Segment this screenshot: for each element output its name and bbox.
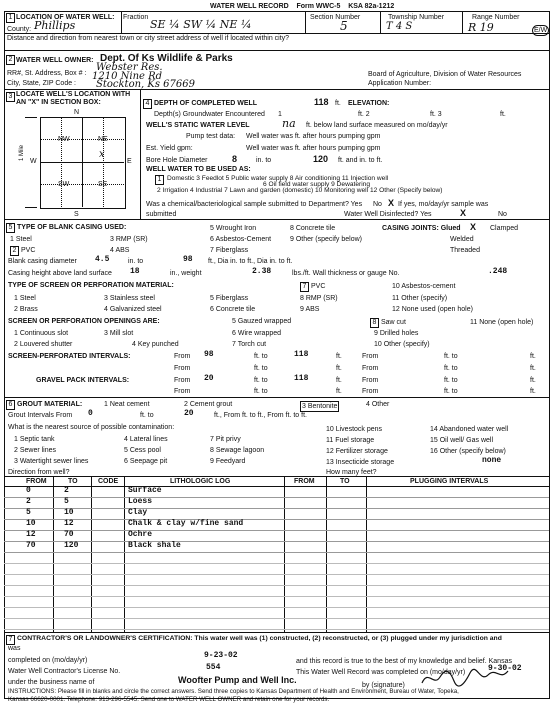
license-value: 554 <box>206 663 221 672</box>
gp-to4: ft. to <box>444 388 458 395</box>
spi-to2: ft. to <box>444 353 458 360</box>
log-to: 2 <box>64 486 69 495</box>
spi-from3: From <box>174 365 191 372</box>
log-from: 70 <box>26 541 36 550</box>
certification-text: CONTRACTOR'S OR LANDOWNER'S CERTIFICATION: This water well was (1) constructed, (2) reconstructed, or (3) plugged under my jurisdiction and <box>17 635 502 642</box>
static-value: na <box>282 117 296 130</box>
owner-value: Dept. Of Ks Wildlife & Parks <box>100 53 233 64</box>
bore-to: in. to <box>256 157 272 164</box>
weight-value: 2.38 <box>252 267 272 276</box>
spi-from4: From <box>362 365 379 372</box>
open-none: 11 None (open hole) <box>470 319 534 326</box>
section-7-number: 7 <box>6 635 15 645</box>
casing-abs: 4 ABS <box>110 247 130 254</box>
gp-from4: From <box>362 388 379 395</box>
application-label: Application Number: <box>368 80 432 87</box>
log-header-lithologic: LITHOLOGIC LOG <box>170 478 231 485</box>
joints-welded: Welded <box>450 236 474 243</box>
use-label: WELL WATER TO BE USED AS: <box>146 166 251 173</box>
casing-pvc: PVC <box>21 247 36 254</box>
east-west-circle: E/W <box>534 27 548 34</box>
chem-label: Was a chemical/bacteriological sample submitted to Department? Yes <box>146 201 363 208</box>
south-label: S <box>74 211 79 218</box>
grout-to-label: ft. to <box>140 412 154 419</box>
height-value: 18 <box>130 267 140 276</box>
contam-1: 1 Septic tank <box>14 436 55 443</box>
spi-ft: ft. <box>336 353 342 360</box>
section-2-label: WATER WELL OWNER: <box>16 57 94 64</box>
disinfected-label: Water Well Disinfected? Yes <box>344 211 432 218</box>
contam-7: 7 Pit privy <box>210 436 241 443</box>
gp-from2: From <box>362 377 379 384</box>
gp-ft3: ft. <box>336 388 342 395</box>
log-to: 5 <box>64 497 69 506</box>
section-4-number: 4 <box>143 99 152 109</box>
log-to: 120 <box>64 541 79 550</box>
contam-15: 15 Oil well/ Gas well <box>430 437 494 444</box>
depth-label: DEPTH OF COMPLETED WELL <box>154 100 258 107</box>
contam-11: 11 Fuel storage <box>326 437 375 444</box>
ne-label: NE <box>98 136 108 143</box>
log-from: 0 <box>26 486 31 495</box>
log-lithology: Loess <box>128 497 153 506</box>
spi-ft4: ft. <box>530 365 536 372</box>
chem-rest: If yes, mo/day/yr sample was <box>398 201 489 208</box>
gp-from: 20 <box>204 374 214 383</box>
grout-other: 4 Other <box>366 401 390 408</box>
log-lithology: Chalk & clay w/fine sand <box>128 519 244 528</box>
screen-pvc: PVC <box>311 283 326 290</box>
log-from: 5 <box>26 508 31 517</box>
casing-asbestos: 6 Asbestos-Cement <box>210 236 272 243</box>
spi-from-label: From <box>174 353 191 360</box>
gp-ft4: ft. <box>530 388 536 395</box>
section-3-number: 3 <box>6 92 15 102</box>
disinfected-no: No <box>498 211 507 218</box>
fraction-value: SE ¼ SW ¼ NE ¼ <box>150 18 252 31</box>
spi-to3: ft. to <box>254 365 268 372</box>
spi-from: 98 <box>204 350 214 359</box>
gravel-label: GRAVEL PACK INTERVALS: <box>36 377 130 384</box>
section-number-value: 5 <box>340 19 348 33</box>
screen-brass: 2 Brass <box>14 306 38 313</box>
screen-concrete: 6 Concrete tile <box>210 306 256 313</box>
open-sawcut: Saw cut <box>381 319 406 326</box>
spi-to4: ft. to <box>444 365 458 372</box>
county-value: Phillips <box>34 19 76 32</box>
gp-from3: From <box>174 388 191 395</box>
casing-joints: CASING JOINTS: Glued <box>382 225 461 232</box>
business-name: Woofter Pump and Well Inc. <box>178 675 297 685</box>
spi-label: SCREEN-PERFORATED INTERVALS: <box>8 353 131 360</box>
address-label: RR#, St. Address, Box # : <box>7 70 87 77</box>
contam-13: 13 Insecticide storage <box>326 459 395 466</box>
screen-other: 11 Other (specify) <box>392 295 448 302</box>
gp-to2: ft. to <box>444 377 458 384</box>
by-signature-label: by (signature) <box>362 682 405 689</box>
diameter-label: Blank casing diameter <box>8 258 77 265</box>
static-label: WELL'S STATIC WATER LEVEL <box>146 122 250 129</box>
gw-2: ft. 2 <box>358 111 370 118</box>
log-to: 12 <box>64 519 74 528</box>
west-label: W <box>30 158 37 165</box>
form-title: WATER WELL RECORD Form WWC-5 KSA 82a-1212 <box>210 3 395 10</box>
log-lithology: Ochre <box>128 530 153 539</box>
log-header-from: FROM <box>26 478 47 485</box>
license-label: Water Well Contractor's License No. <box>8 668 121 675</box>
city-value: Stockton, Ks 67669 <box>96 79 195 90</box>
casing-steel: 1 Steel <box>10 236 32 243</box>
instructions-2: Kansas 66620-0001. Telephone: 913-296-5545. Send one to WATER WELL OWNER and retain one for your records. <box>8 696 330 703</box>
bore-rest: ft. and in. to ft. <box>338 157 383 164</box>
open-wire: 6 Wire wrapped <box>232 330 282 337</box>
spi-ft2: ft. <box>530 353 536 360</box>
log-header-code: CODE <box>98 478 119 485</box>
submitted-label: submitted <box>146 211 177 218</box>
depth-value: 118 <box>314 97 329 107</box>
open-selected: 8 <box>370 318 379 328</box>
joints-clamped: Clamped <box>490 225 519 232</box>
wall-value: .248 <box>488 267 508 276</box>
static-rest: ft. below land surface measured on mo/day/yr <box>306 122 448 129</box>
gp-ft: ft. <box>336 377 342 384</box>
section-2-number: 2 <box>6 55 15 65</box>
use-selected: 1 <box>155 175 164 185</box>
spi-from2: From <box>362 353 379 360</box>
record-date: 9-30-02 <box>488 664 522 673</box>
use-options-3: 6 Oil field water supply 9 Dewatering <box>263 181 371 188</box>
screen-rmp: 8 RMP (SR) <box>300 295 338 302</box>
joints-threaded: Threaded <box>450 247 480 254</box>
chem-x: X <box>388 198 395 208</box>
screen-abs: 9 ABS <box>300 306 320 313</box>
spi-to-label: ft. to <box>254 353 268 360</box>
gp-to3: ft. to <box>254 388 268 395</box>
log-header-from2: FROM <box>294 478 315 485</box>
spi-ft3: ft. <box>336 365 342 372</box>
weight-label: in., weight <box>170 270 202 277</box>
open-drilled: 9 Drilled holes <box>374 330 419 337</box>
contam-10: 10 Livestock pens <box>326 426 383 433</box>
weight-unit: lbs./ft. Wall thickness or gauge No. <box>292 270 400 277</box>
pump-rest: Well water was ft. after hours pumping gpm <box>246 133 381 140</box>
screen-galvanized: 4 Galvanized steel <box>104 306 162 313</box>
open-continuous: 1 Continuous slot <box>14 330 69 337</box>
casing-concrete: 8 Concrete tile <box>290 225 336 232</box>
contam-12: 12 Fertilizer storage <box>326 448 388 455</box>
contam-9: 9 Feedyard <box>210 458 246 465</box>
grout-rest: ft., From ft. to ft., From ft. to ft. <box>214 412 307 419</box>
gp-to: 118 <box>294 374 309 383</box>
screen-steel: 1 Steel <box>14 295 36 302</box>
was-label: was <box>8 645 21 652</box>
casing-fiberglass: 7 Fiberglass <box>210 247 249 254</box>
contam-2: 2 Sewer lines <box>14 447 57 454</box>
address-line-2: 1210 Nine Rd <box>92 71 163 82</box>
use-options-1: Domestic 3 Feedlot 5 Public water supply 8 Air conditioning 11 Injection well <box>167 175 389 182</box>
grout-label: GROUT MATERIAL: <box>17 401 83 408</box>
township-value: T 4 S <box>386 21 413 32</box>
section-1-label: LOCATION OF WATER WELL: <box>16 14 115 21</box>
bore-value: 8 <box>232 154 238 164</box>
log-to: 70 <box>64 530 74 539</box>
section-3-label-2: AN "X" IN SECTION BOX: <box>16 99 101 106</box>
township-label: Township Number <box>388 14 445 21</box>
casing-label: TYPE OF BLANK CASING USED: <box>17 224 127 231</box>
open-torch: 7 Torch cut <box>232 341 267 348</box>
log-from: 10 <box>26 519 36 528</box>
log-header-to2: TO <box>340 478 350 485</box>
screen-selected: 7 <box>300 282 309 292</box>
city-label: City, State, ZIP Code : <box>7 80 76 87</box>
log-from: 2 <box>26 497 31 506</box>
gw-3: ft. 3 <box>430 111 442 118</box>
grout-from: 0 <box>88 409 93 418</box>
grout-to: 20 <box>184 409 194 418</box>
north-label: N <box>74 109 80 116</box>
open-louvered: 2 Louvered shutter <box>14 341 73 348</box>
disinfected-x: X <box>460 208 467 218</box>
section-5-number: 5 <box>6 223 15 233</box>
log-to: 10 <box>64 508 74 517</box>
elevation-label: ELEVATION: <box>348 100 390 107</box>
section-number-label: Section Number <box>310 14 361 21</box>
east-label: E <box>127 158 132 165</box>
screen-fiberglass: 5 Fiberglass <box>210 295 249 302</box>
contam-4: 4 Lateral lines <box>124 436 168 443</box>
log-from: 12 <box>26 530 36 539</box>
log-lithology: Black shale <box>128 541 181 550</box>
completed-label: completed on (mo/day/yr) <box>8 657 88 664</box>
grout-bentonite: 3 Bentonite <box>302 403 338 410</box>
open-gauzed: 5 Gauzed wrapped <box>232 318 292 325</box>
joints-x: X <box>470 222 477 232</box>
gp-to-label: ft. to <box>254 377 268 384</box>
gp-from-label: From <box>174 377 191 384</box>
diameter-value: 4.5 <box>95 255 110 264</box>
casing-other: 9 Other (specify below) <box>290 236 362 243</box>
completed-rest: and this record is true to the best of my knowledge and belief. Kansas <box>296 658 512 665</box>
section-3-label-1: LOCATE WELL'S LOCATION WITH <box>16 91 131 98</box>
county-label: County: <box>7 26 32 33</box>
se-label: SE <box>98 181 108 188</box>
mile-label: 1 Mile <box>19 144 26 162</box>
contam-none: none <box>482 456 502 465</box>
contam-8: 8 Sewage lagoon <box>210 447 265 454</box>
instructions-1: INSTRUCTIONS: Please fill in blanks and circle the correct answers. Send three copies to Kansas Department of Health and Environment, Bureau of Water, Topeka, <box>8 688 459 695</box>
contam-label: What is the nearest source of possible contamination: <box>8 424 175 431</box>
yield-rest: Well water was ft. after hours pumping gpm <box>246 145 381 152</box>
bore-depth: 120 <box>313 154 329 164</box>
range-label: Range Number <box>472 14 520 21</box>
well-location-mark: x <box>99 149 105 160</box>
openings-label: SCREEN OR PERFORATION OPENINGS ARE: <box>8 318 160 325</box>
diameter-to: in. to <box>128 258 144 265</box>
log-header-plugging: PLUGGING INTERVALS <box>410 478 489 485</box>
casing-rmp: 3 RMP (SR) <box>110 236 148 243</box>
bore-label: Bore Hole Diameter <box>146 157 208 164</box>
depth-unit: ft. <box>335 100 341 107</box>
open-key: 4 Key punched <box>132 341 179 348</box>
grout-cement: 2 Cement grout <box>184 401 233 408</box>
section-1-number: 1 <box>6 13 15 23</box>
business-label: under the business name of <box>8 679 95 686</box>
gw-1: 1 <box>278 111 282 118</box>
open-other: 10 Other (specify) <box>374 341 430 348</box>
screen-none: 12 None used (open hole) <box>392 306 473 313</box>
log-lithology: Surface <box>128 486 162 495</box>
log-lithology: Clay <box>128 508 148 517</box>
distance-label: Distance and direction from nearest town or city street address of well if located within city? <box>7 35 290 42</box>
casing-wrought: 5 Wrought Iron <box>210 225 257 232</box>
contam-6: 6 Seepage pit <box>124 458 168 465</box>
gw-4: ft. <box>500 111 506 118</box>
grout-neat: 1 Neat cement <box>104 401 150 408</box>
sw-label: SW <box>58 181 70 188</box>
contam-16: 16 Other (specify below) <box>430 448 506 455</box>
address-line-1: Webster Res. <box>96 62 163 73</box>
diameter-rest: ft., Dia in. to ft., Dia in. to ft. <box>208 258 293 265</box>
contam-5: 5 Cess pool <box>124 447 161 454</box>
pump-label: Pump test data: <box>186 133 236 140</box>
fraction-label: Fraction <box>123 14 149 21</box>
howmany-label: How many feet? <box>326 469 377 476</box>
gp-ft2: ft. <box>530 377 536 384</box>
board-label: Board of Agriculture, Division of Water Resources <box>368 71 522 78</box>
height-label: Casing height above land surface <box>8 270 112 277</box>
contam-3: 3 Watertight sewer lines <box>14 458 89 465</box>
open-mill: 3 Mill slot <box>104 330 134 337</box>
spi-to: 118 <box>294 350 309 359</box>
screen-label: TYPE OF SCREEN OR PERFORATION MATERIAL: <box>8 282 174 289</box>
casing-selected: 2 <box>10 246 19 256</box>
yield-label: Est. Yield gpm: <box>146 145 193 152</box>
screen-asbestos: 10 Asbestos-cement <box>392 283 456 290</box>
section-6-number: 6 <box>6 400 15 410</box>
license-rest: This Water Well Record was completed on (mo/day/yr) <box>296 669 466 676</box>
use-options-2: 2 Irrigation 4 Industrial 7 Lawn and garden (domestic) 10 Monitoring well 12 Other (Specify below) <box>157 187 443 194</box>
groundwater-label: Depth(s) Groundwater Encountered <box>154 111 265 118</box>
diameter-depth: 98 <box>183 255 193 264</box>
range-value: R 19 <box>468 21 494 34</box>
grout-interval-label: Grout Intervals From <box>8 412 73 419</box>
log-header-to: TO <box>68 478 78 485</box>
completed-date: 9-23-02 <box>204 651 238 660</box>
nw-label: NW <box>58 136 70 143</box>
contam-14: 14 Abandoned water well <box>430 426 509 433</box>
section-box <box>40 117 126 209</box>
direction-label: Direction from well? <box>8 469 70 476</box>
chem-no: No <box>373 201 382 208</box>
screen-stainless: 3 Stainless steel <box>104 295 155 302</box>
